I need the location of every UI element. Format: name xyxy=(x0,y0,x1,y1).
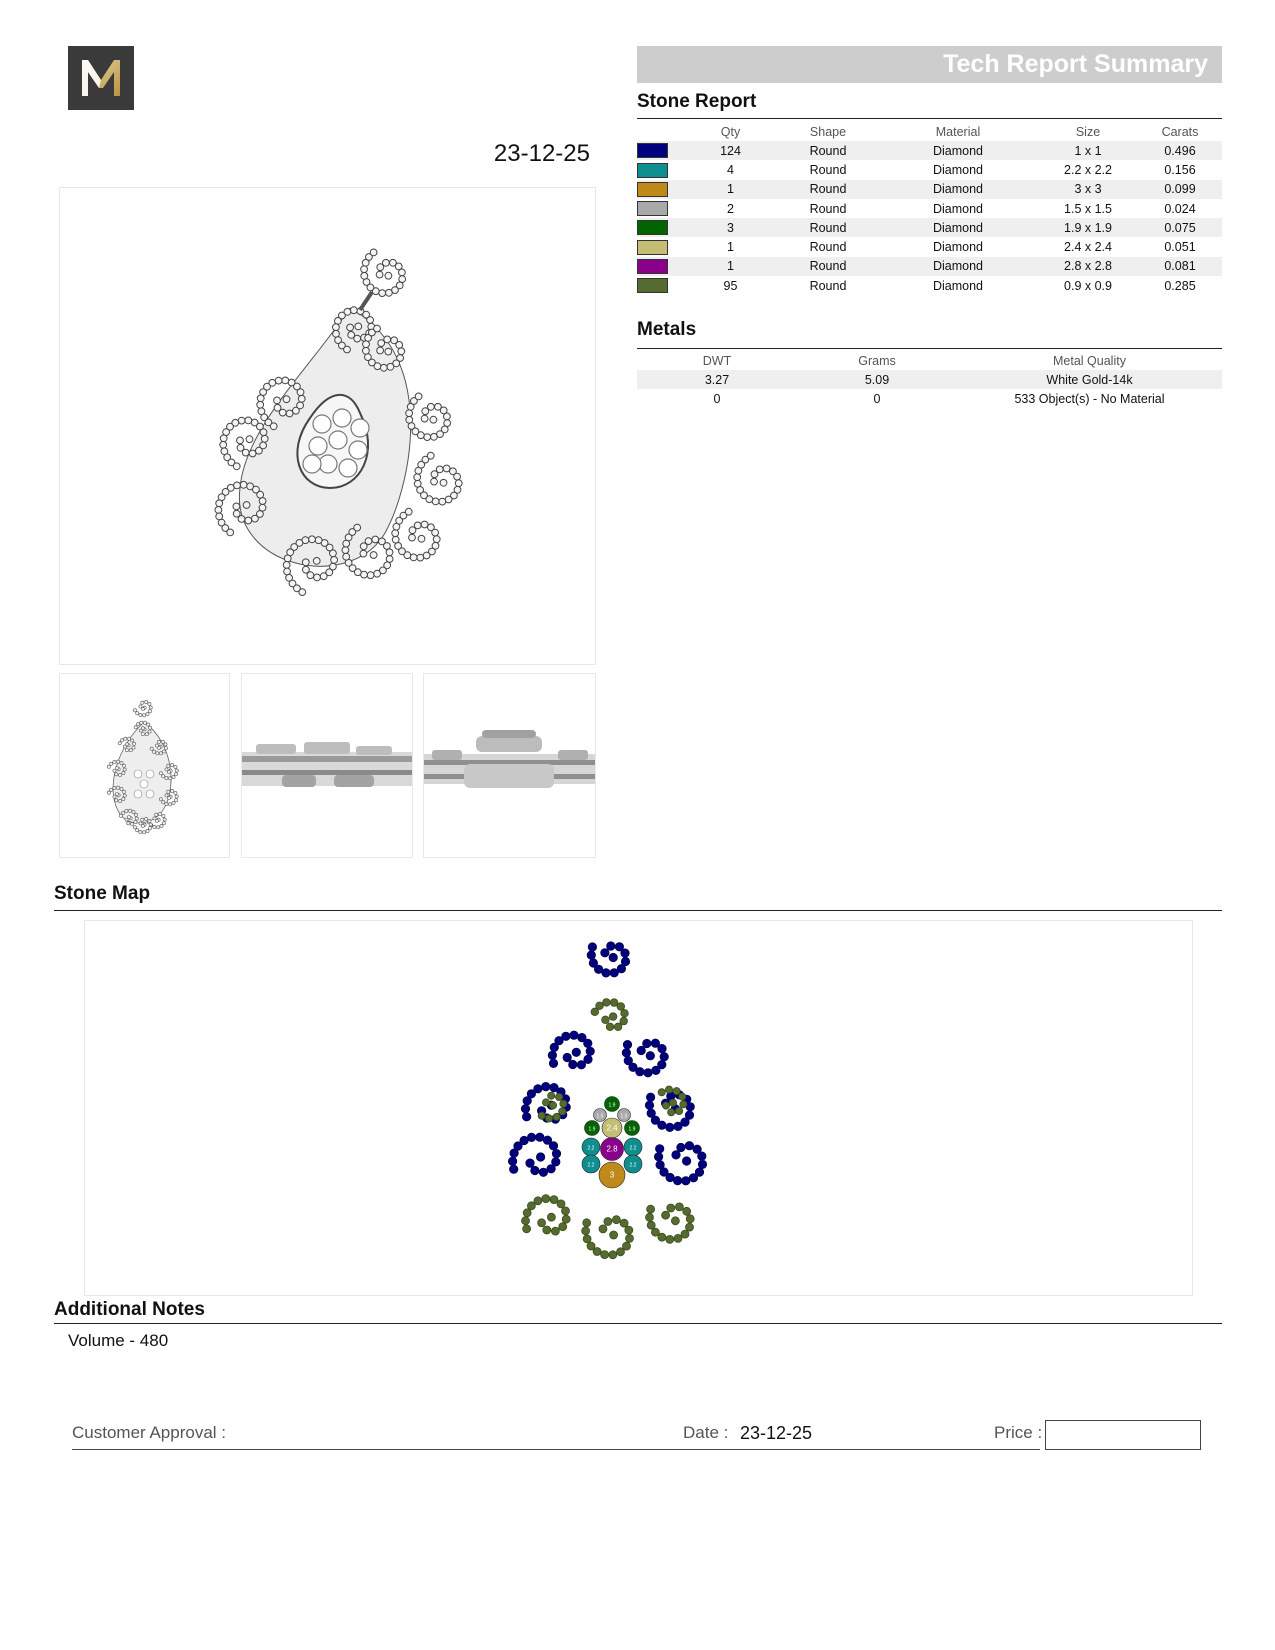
stone-qty: 3 xyxy=(683,218,778,237)
price-field[interactable] xyxy=(1045,1420,1201,1450)
stone-size-label: 1.5 xyxy=(620,1113,628,1120)
metals-table xyxy=(637,351,1222,409)
stone-shape: Round xyxy=(809,278,847,293)
stone-size: 2.8 x 2.8 xyxy=(1038,257,1138,276)
company-logo xyxy=(68,46,134,110)
stone-shape: Round xyxy=(809,201,847,216)
stone-shape: Round xyxy=(778,141,878,160)
stone-carats: 0.024 xyxy=(1164,201,1196,216)
stone-material: Diamond xyxy=(878,141,1038,160)
divider xyxy=(54,1323,1222,1324)
stone-material: Diamond xyxy=(932,162,984,177)
stone-color-swatch xyxy=(637,220,668,235)
stone-qty: 1 xyxy=(727,240,734,255)
stone-qty: 4 xyxy=(727,162,734,177)
stone-shape: Round xyxy=(809,162,847,177)
table-row xyxy=(637,389,1222,408)
stone-color-swatch xyxy=(637,201,668,216)
pendant-render-main xyxy=(59,187,596,665)
metal-dwt: 0 xyxy=(713,391,721,406)
stone-size-label: 1.9 xyxy=(588,1126,596,1133)
metal-grams: 0 xyxy=(873,391,881,406)
metal-grams: 5.09 xyxy=(797,370,957,389)
stone-material: Diamond xyxy=(932,240,984,255)
report-title: Tech Report Summary xyxy=(943,50,1208,78)
stone-qty: 124 xyxy=(683,141,778,160)
stone-color-swatch xyxy=(637,182,668,197)
stone-qty: 1 xyxy=(683,180,778,199)
table-header-row xyxy=(637,122,1222,141)
stone-color-swatch xyxy=(637,143,668,158)
metals-title: Metals xyxy=(637,319,697,340)
pendant-thumbnail-top[interactable] xyxy=(423,673,596,858)
stone-shape: Round xyxy=(809,240,847,255)
stone-size: 2.4 x 2.4 xyxy=(1064,240,1112,255)
column-header-material: Material xyxy=(935,124,981,139)
stone-carats: 0.075 xyxy=(1138,218,1222,237)
report-title-bar xyxy=(637,46,1222,83)
stone-size: 0.9 x 0.9 xyxy=(1064,278,1112,293)
divider xyxy=(637,348,1222,349)
stone-material: Diamond xyxy=(932,278,984,293)
notes-text: Volume - 480 xyxy=(68,1331,169,1350)
stone-color-swatch xyxy=(637,259,668,274)
column-header-size: Size xyxy=(1075,124,1101,139)
stone-shape: Round xyxy=(778,257,878,276)
table-header-row xyxy=(637,351,1222,370)
stone-material: Diamond xyxy=(878,218,1038,237)
metal-quality: 533 Object(s) - No Material xyxy=(1014,391,1165,406)
column-header-shape: Shape xyxy=(809,124,847,139)
metal-dwt: 3.27 xyxy=(637,370,797,389)
column-header-qty: Qty xyxy=(720,124,741,139)
pendant-thumbnail-side[interactable] xyxy=(241,673,413,858)
stone-shape: Round xyxy=(778,218,878,237)
table-row xyxy=(637,180,1222,199)
signature-line xyxy=(72,1449,1040,1450)
pendant-drawing xyxy=(107,700,178,834)
stone-qty: 95 xyxy=(723,278,738,293)
stone-qty: 2 xyxy=(727,201,734,216)
price-label: Price : xyxy=(994,1423,1043,1442)
stone-material: Diamond xyxy=(878,257,1038,276)
report-date: 23-12-25 xyxy=(493,140,590,167)
metal-quality: White Gold-14k xyxy=(957,370,1222,389)
stone-size-label: 2.4 xyxy=(606,1123,618,1133)
divider xyxy=(54,910,1222,911)
stone-size-label: 1.9 xyxy=(628,1126,636,1133)
stone-report-table xyxy=(637,122,1222,295)
stone-size-label: 3 xyxy=(609,1170,615,1180)
stone-color-swatch xyxy=(637,240,668,255)
stone-color-swatch xyxy=(637,278,668,293)
table-row xyxy=(637,141,1222,160)
stone-size: 2.2 x 2.2 xyxy=(1064,162,1112,177)
table-row xyxy=(637,237,1222,256)
stone-size-label: 1.5 xyxy=(596,1113,604,1120)
stone-size-label: 2.8 xyxy=(606,1144,618,1154)
table-row xyxy=(637,257,1222,276)
table-row xyxy=(637,218,1222,237)
column-header-metal-quality: Metal Quality xyxy=(1053,353,1126,368)
stone-size-label: 2.2 xyxy=(587,1145,595,1152)
stone-size: 1 x 1 xyxy=(1038,141,1138,160)
table-row xyxy=(637,199,1222,218)
stone-qty: 1 xyxy=(683,257,778,276)
stone-size-label: 2.2 xyxy=(587,1162,595,1169)
stone-carats: 0.081 xyxy=(1138,257,1222,276)
stone-size: 3 x 3 xyxy=(1038,180,1138,199)
table-row xyxy=(637,370,1222,389)
column-header-color xyxy=(637,122,683,141)
stone-carats: 0.051 xyxy=(1164,240,1196,255)
stone-report-title: Stone Report xyxy=(637,91,757,112)
stone-shape: Round xyxy=(778,180,878,199)
stone-color-swatch xyxy=(637,163,668,178)
stone-carats: 0.285 xyxy=(1164,278,1196,293)
table-row xyxy=(637,160,1222,179)
stone-size-label: 2.2 xyxy=(629,1145,637,1152)
stone-carats: 0.156 xyxy=(1164,162,1196,177)
stone-size: 1.9 x 1.9 xyxy=(1038,218,1138,237)
stone-material: Diamond xyxy=(878,180,1038,199)
stone-carats: 0.099 xyxy=(1138,180,1222,199)
pendant-thumbnail-front[interactable] xyxy=(59,673,230,858)
additional-notes-title: Additional Notes xyxy=(54,1299,205,1320)
stone-carats: 0.496 xyxy=(1138,141,1222,160)
stone-size: 1.5 x 1.5 xyxy=(1064,201,1112,216)
column-header-dwt: DWT xyxy=(702,353,732,368)
approval-date-value: 23-12-25 xyxy=(740,1423,813,1443)
stone-map-title: Stone Map xyxy=(54,883,151,904)
customer-approval-label: Customer Approval : xyxy=(72,1423,227,1442)
stone-material: Diamond xyxy=(932,201,984,216)
pendant-drawing xyxy=(215,249,462,596)
stone-map-diagram xyxy=(84,920,1193,1296)
logo-m-icon xyxy=(68,46,134,110)
approval-date-label: Date : xyxy=(683,1423,729,1442)
divider xyxy=(637,118,1222,119)
stone-size-label: 2.2 xyxy=(629,1162,637,1169)
column-header-grams: Grams xyxy=(858,353,896,368)
column-header-carats: Carats xyxy=(1161,124,1199,139)
table-row xyxy=(637,276,1222,295)
stone-size-label: 1.9 xyxy=(608,1102,616,1109)
